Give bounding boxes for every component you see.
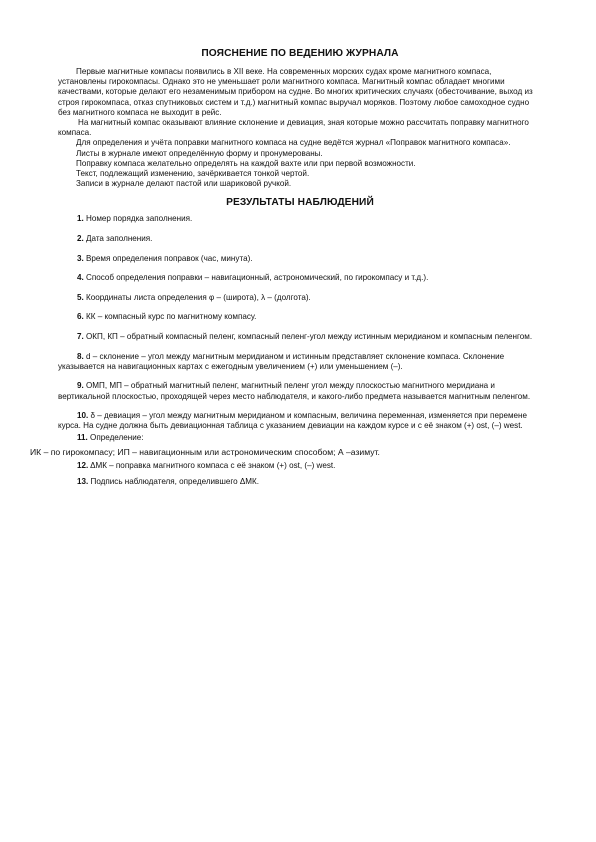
intro-paragraph: Для определения и учёта поправки магнитного компаса на судне ведётся журнал «Поправок магнитного компаса».: [76, 138, 511, 148]
list-item: [58, 332, 542, 342]
list-item: [58, 433, 542, 443]
item-number: 12.: [77, 461, 89, 470]
intro-section: [58, 67, 542, 189]
item-number: 10.: [77, 411, 89, 421]
item-number: 8.: [77, 351, 84, 361]
list-item: [58, 461, 542, 471]
journal-page: [30, 48, 542, 497]
intro-paragraph: Первые магнитные компасы появились в XII веке. На современных морских судах кроме магнитного компаса, установлены гирокомпасы. Однако это не уменьшает роли магнитного компаса. Магнитный компас обладает многими качествами, которые делают его незаменимым прибором на судне. Во многих критических случаях (обесточивание, выход из строя гирокомпаса, отказ спутниковых систем и т.д.) магнитный компас выручал моряков. Поэтому любое самоходное судно без магнитного компаса не выходит в рейс.: [58, 67, 533, 117]
results-list: [30, 214, 542, 487]
definition-line: ИК – по гирокомпасу; ИП – навигационным или астрономическим способом; А –азимут.: [30, 446, 380, 457]
page-title: ПОЯСНЕНИЕ ПО ВЕДЕНИЮ ЖУРНАЛА: [201, 48, 399, 59]
list-item: [58, 312, 542, 322]
intro-paragraph: На магнитный компас оказывают влияние склонение и девиация, зная которые можно рассчитать поправку магнитного компаса.: [58, 118, 529, 138]
item-text: Подпись наблюдателя, определившего ΔМК.: [88, 477, 259, 487]
item-text: Время определения поправок (час, минута).: [83, 253, 253, 263]
item-text: КК – компасный курс по магнитному компасу.: [83, 312, 257, 322]
item-number: 9.: [77, 381, 84, 391]
item-text: Номер порядка заполнения.: [83, 214, 193, 224]
list-item: [58, 477, 542, 487]
list-item: [58, 214, 542, 224]
item-number: 7.: [77, 332, 84, 341]
item-number: 2.: [77, 234, 84, 244]
intro-paragraph: Текст, подлежащий изменению, зачёркивается тонкой чертой.: [76, 169, 310, 179]
item-text: ОМП, МП – обратный магнитный пеленг, магнитный пеленг угол между плоскостью магнитного меридиана и вертикальной плоскостью, проходящей через место наблюдателя, и какого-либо предмета называется магнитным пеленгом.: [58, 381, 531, 401]
item-text: ΔМК – поправка магнитного компаса с её знаком (+) ost, (–) west.: [88, 461, 336, 470]
results-title: РЕЗУЛЬТАТЫ НАБЛЮДЕНИЙ: [226, 197, 374, 209]
item-text: Способ определения поправки – навигационный, астрономический, по гирокомпасу и т.д.).: [83, 273, 429, 283]
list-item: [58, 381, 542, 401]
item-number: 4.: [77, 273, 84, 283]
item-number: 5.: [77, 292, 84, 302]
item-text: Дата заполнения.: [83, 234, 153, 244]
list-item: [58, 293, 542, 303]
list-item: [58, 234, 542, 244]
item-text: ОКП, КП – обратный компасный пеленг, компасный пеленг-угол между истинным меридианом и компасным пеленгом.: [83, 332, 533, 341]
list-item: [58, 254, 542, 264]
list-item: [58, 411, 542, 431]
item-text: d – склонение – угол между магнитным меридианом и истинным представляет склонение компаса. Склонение указывается на навигационных картах с ежегодным увеличением (+) или уменьшением (–).: [58, 351, 505, 371]
intro-paragraph: Поправку компаса желательно определять на каждой вахте или при первой возможности.: [76, 158, 416, 168]
intro-paragraph: Записи в журнале делают пастой или шариковой ручкой.: [76, 179, 292, 189]
item-number: 11.: [77, 432, 88, 442]
item-number: 1.: [77, 214, 84, 224]
list-item: [58, 273, 542, 283]
list-item: [58, 352, 542, 372]
item-number: 3.: [77, 253, 84, 263]
item-text: Определение:: [87, 432, 144, 442]
item-text: δ – девиация – угол между магнитным меридианом и компасным, величина переменная, изменяется при перемене курса. На судне должна быть девиационная таблица с указанием девиации на каждом курсе и с её знаком (+) ost, (–) west.: [58, 411, 527, 431]
item-number: 6.: [77, 312, 84, 322]
intro-paragraph: Листы в журнале имеют определённую форму и пронумерованы.: [76, 148, 323, 158]
item-number: 13.: [77, 477, 89, 487]
item-text: Координаты листа определения φ – (широта), λ – (долгота).: [83, 292, 311, 302]
